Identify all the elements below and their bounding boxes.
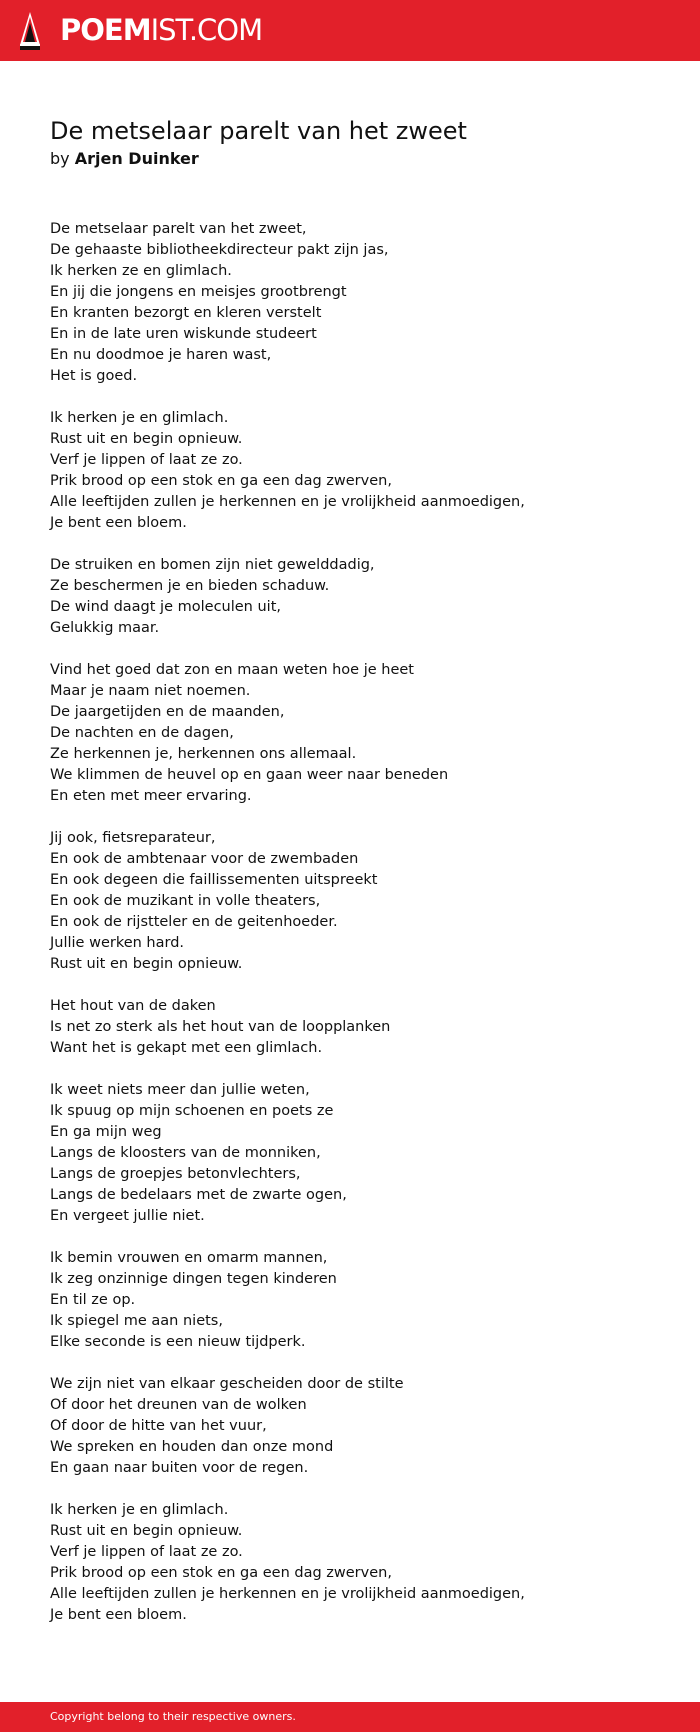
poem-line: En jij die jongens en meisjes grootbrengt xyxy=(50,284,347,300)
poem-line: Jullie werken hard. xyxy=(50,935,185,951)
poem-line: De jaargetijden en de maanden, xyxy=(50,704,285,720)
poem-body xyxy=(50,219,670,1647)
logo-bold-text: POEM xyxy=(60,13,151,47)
poem-line: Je bent een bloem. xyxy=(50,515,187,531)
copyright-text: Copyright belong to their respective owners. xyxy=(50,1710,296,1723)
poem-line: En eten met meer ervaring. xyxy=(50,788,252,804)
poem-line: Ik herken je en glimlach. xyxy=(50,1502,229,1518)
poem-line: En in de late uren wiskunde studeert xyxy=(50,326,317,342)
poem-line: Elke seconde is een nieuw tijdperk. xyxy=(50,1334,306,1350)
poem-line: De nachten en de dagen, xyxy=(50,725,234,741)
poem-line: En ook de rijstteler en de geitenhoeder. xyxy=(50,914,338,930)
poem-line: En ook de muzikant in volle theaters, xyxy=(50,893,321,909)
poem-line: Maar je naam niet noemen. xyxy=(50,683,251,699)
poem-line: Ik spuug op mijn schoenen en poets ze xyxy=(50,1103,334,1119)
byline-prefix: by xyxy=(50,149,70,168)
poem-stanza xyxy=(50,660,670,807)
poem-line: Verf je lippen of laat ze zo. xyxy=(50,1544,243,1560)
poem-line: Want het is gekapt met een glimlach. xyxy=(50,1040,323,1056)
poem-line: En nu doodmoe je haren wast, xyxy=(50,347,272,363)
poem-line: We klimmen de heuvel op en gaan weer naar beneden xyxy=(50,767,449,783)
poem-line: Alle leeftijden zullen je herkennen en je vrolijkheid aanmoedigen, xyxy=(50,494,525,510)
poem-line: We zijn niet van elkaar gescheiden door de stilte xyxy=(50,1376,404,1392)
poem-line: De gehaaste bibliotheekdirecteur pakt zijn jas, xyxy=(50,242,389,258)
poem-line: Alle leeftijden zullen je herkennen en je vrolijkheid aanmoedigen, xyxy=(50,1586,525,1602)
poem-line: Vind het goed dat zon en maan weten hoe je heet xyxy=(50,662,414,678)
poem-line: Ze beschermen je en bieden schaduw. xyxy=(50,578,330,594)
pen-nib-icon[interactable] xyxy=(16,11,44,51)
poem-line: Is net zo sterk als het hout van de loopplanken xyxy=(50,1019,391,1035)
poem-line: We spreken en houden dan onze mond xyxy=(50,1439,334,1455)
site-footer xyxy=(0,1702,700,1732)
poem-line: Ze herkennen je, herkennen ons allemaal. xyxy=(50,746,357,762)
poem-line: En vergeet jullie niet. xyxy=(50,1208,205,1224)
poem-stanza xyxy=(50,555,670,639)
poem-stanza xyxy=(50,408,670,534)
poem-line: Ik bemin vrouwen en omarm mannen, xyxy=(50,1250,328,1266)
poem-line: En gaan naar buiten voor de regen. xyxy=(50,1460,309,1476)
poem-line: Ik herken ze en glimlach. xyxy=(50,263,232,279)
poem-line: Je bent een bloem. xyxy=(50,1607,187,1623)
poem-line: Jij ook, fietsreparateur, xyxy=(50,830,216,846)
poem-line: De metselaar parelt van het zweet, xyxy=(50,221,307,237)
poem-line: Ik spiegel me aan niets, xyxy=(50,1313,223,1329)
site-logo[interactable] xyxy=(60,13,262,47)
poem-line: Prik brood op een stok en ga een dag zwerven, xyxy=(50,1565,392,1581)
poem-line: Langs de groepjes betonvlechters, xyxy=(50,1166,301,1182)
logo-light-text: IST.COM xyxy=(150,13,263,47)
poem-line: Ik herken je en glimlach. xyxy=(50,410,229,426)
poem-line: Verf je lippen of laat ze zo. xyxy=(50,452,243,468)
poem-stanza xyxy=(50,1248,670,1353)
poem-line: Ik weet niets meer dan jullie weten, xyxy=(50,1082,310,1098)
poem-line: Rust uit en begin opnieuw. xyxy=(50,1523,243,1539)
poem-stanza xyxy=(50,1374,670,1479)
poem-stanza xyxy=(50,1080,670,1227)
poem-title: De metselaar parelt van het zweet xyxy=(50,117,467,145)
poem-line: Of door de hitte van het vuur, xyxy=(50,1418,267,1434)
byline xyxy=(50,149,199,169)
poem-line: Het is goed. xyxy=(50,368,138,384)
poem-line: Langs de bedelaars met de zwarte ogen, xyxy=(50,1187,347,1203)
poem-line: Gelukkig maar. xyxy=(50,620,160,636)
poem-stanza xyxy=(50,1500,670,1626)
poem-stanza xyxy=(50,828,670,975)
author-name: Arjen Duinker xyxy=(74,149,199,168)
poem-line: En ga mijn weg xyxy=(50,1124,162,1140)
poem-line: Langs de kloosters van de monniken, xyxy=(50,1145,321,1161)
poem-line: Prik brood op een stok en ga een dag zwerven, xyxy=(50,473,392,489)
poem-line: En ook de ambtenaar voor de zwembaden xyxy=(50,851,359,867)
poem-line: Rust uit en begin opnieuw. xyxy=(50,956,243,972)
poem-stanza xyxy=(50,219,670,387)
poem-line: Ik zeg onzinnige dingen tegen kinderen xyxy=(50,1271,337,1287)
poem-line: En ook degeen die faillissementen uitspreekt xyxy=(50,872,378,888)
poem-line: En til ze op. xyxy=(50,1292,136,1308)
poem-line: Rust uit en begin opnieuw. xyxy=(50,431,243,447)
poem-line: Of door het dreunen van de wolken xyxy=(50,1397,307,1413)
poem-line: De struiken en bomen zijn niet gewelddadig, xyxy=(50,557,375,573)
poem-line: Het hout van de daken xyxy=(50,998,216,1014)
poem-line: En kranten bezorgt en kleren verstelt xyxy=(50,305,322,321)
site-header xyxy=(0,0,700,61)
poem-stanza xyxy=(50,996,670,1059)
poem-line: De wind daagt je moleculen uit, xyxy=(50,599,281,615)
